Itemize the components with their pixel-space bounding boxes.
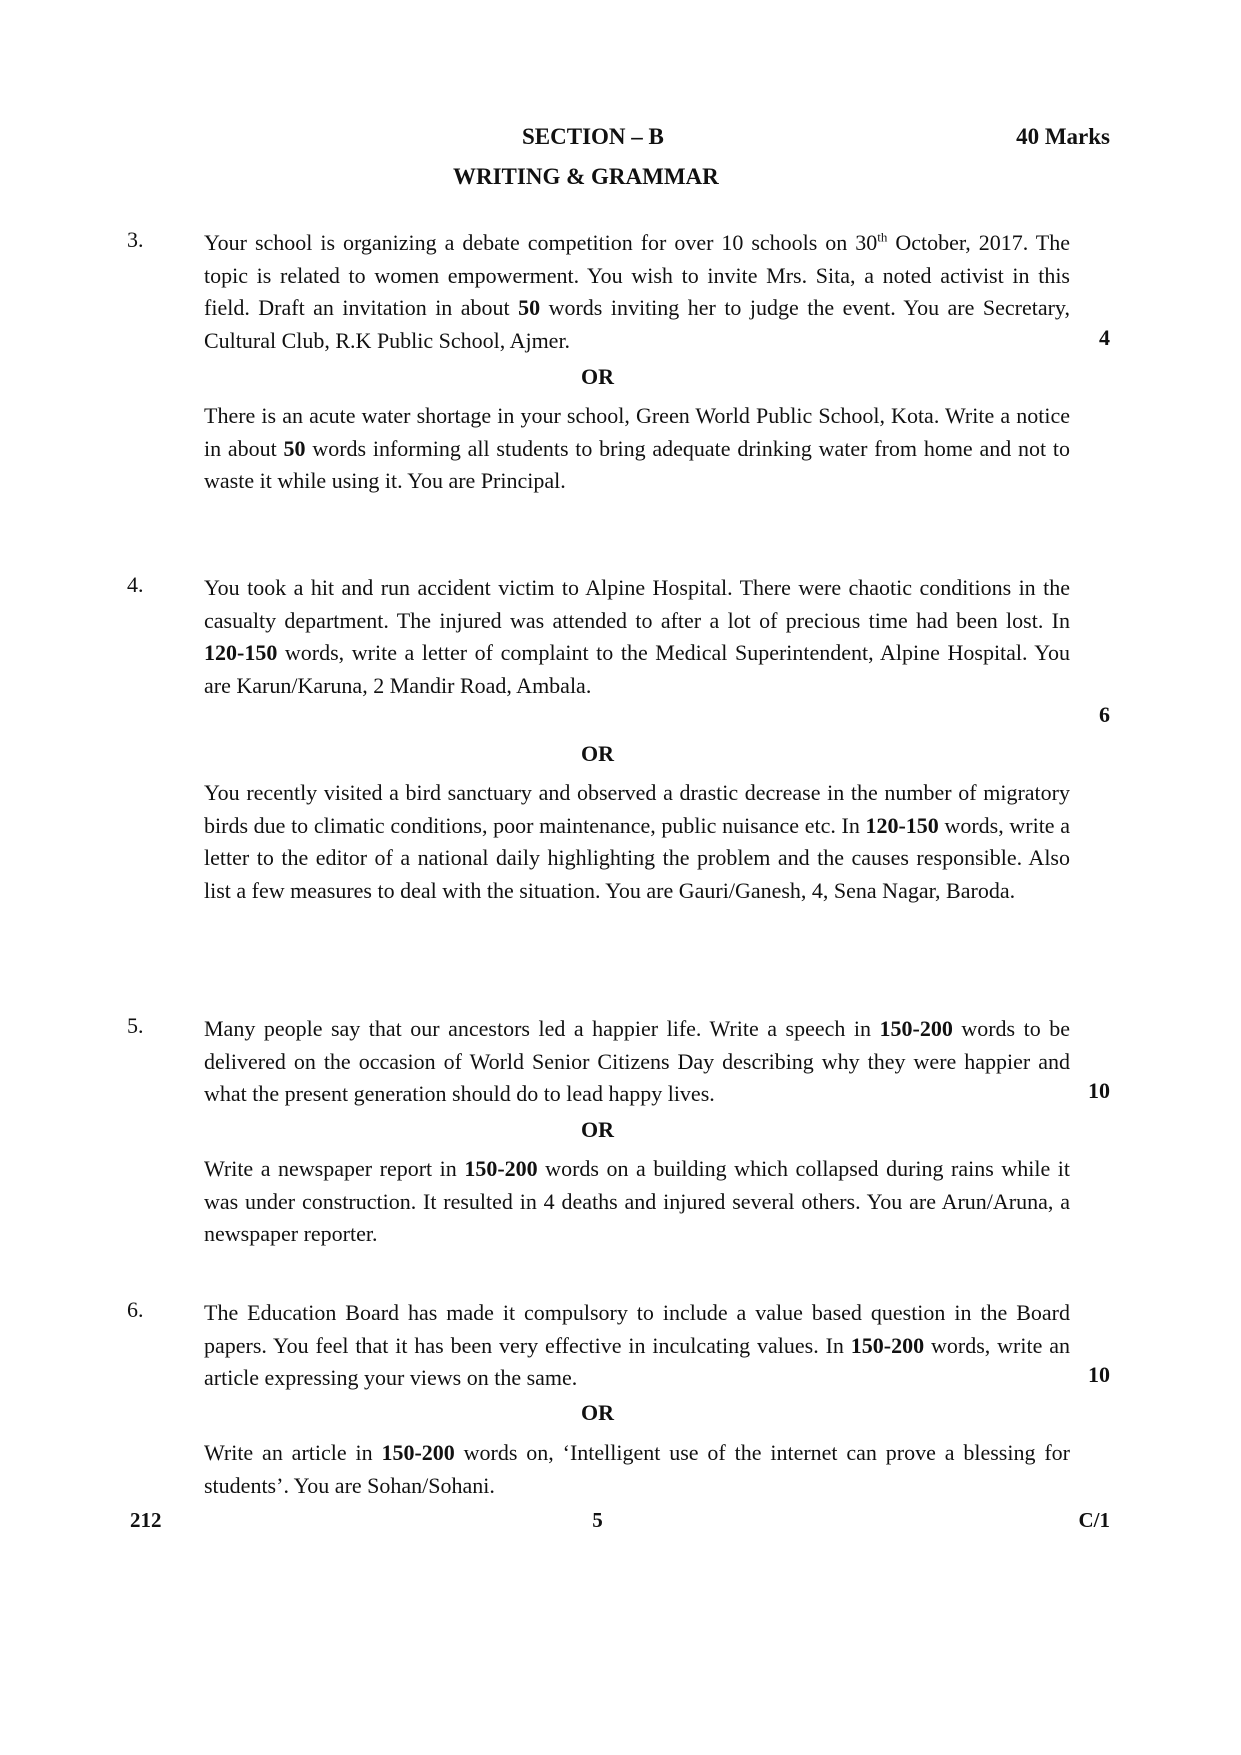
section-subtitle: WRITING & GRAMMAR: [453, 164, 719, 189]
section-title: SECTION – B: [522, 124, 664, 149]
paper-code: 212: [130, 1508, 162, 1532]
section-marks: 40 Marks: [1016, 124, 1110, 149]
question-5-option-a: Many people say that our ancestors led a happier life. Write a speech in 150-200 words to be delivered on the occasion of World Senior Citizens Day describing why they were happier and what the present generation should do to lead happy lives.: [204, 1016, 1070, 1106]
or-divider: OR: [581, 741, 614, 766]
question-3-option-b: There is an acute water shortage in your school, Green World Public School, Kota. Write a notice in about 50 words informing all students to bring adequate drinking water from home and not to waste it while using it. You are Principal.: [204, 403, 1070, 493]
set-code: C/1: [1078, 1508, 1110, 1532]
question-number: 4.: [127, 572, 144, 597]
question-number: 6.: [127, 1297, 144, 1322]
question-marks: 4: [1099, 325, 1110, 350]
or-divider: OR: [581, 364, 614, 389]
question-3-option-a: Your school is organizing a debate competition for over 10 schools on 30th October, 2017. The topic is related to women empowerment. You wish to invite Mrs. Sita, a noted activist in this field. Draft an invitation in about 50 words inviting her to judge the event. You are Secretary, Cultural Club, R.K Public School, Ajmer.: [204, 229, 1071, 353]
question-number: 3.: [127, 227, 144, 252]
question-6-option-b: Write an article in 150-200 words on, ‘Intelligent use of the internet can prove a blessing for students’. You are Sohan/Sohani.: [204, 1440, 1070, 1498]
or-divider: OR: [581, 1400, 614, 1425]
question-4-option-a: You took a hit and run accident victim to Alpine Hospital. There were chaotic conditions in the casualty department. The injured was attended to after a lot of precious time had been lost. In 120-150 words, write a letter of complaint to the Medical Superintendent, Alpine Hospital. You are Karun/Karuna, 2 Mandir Road, Ambala.: [204, 575, 1070, 698]
question-number: 5.: [127, 1013, 144, 1038]
or-divider: OR: [581, 1117, 614, 1142]
question-6-option-a: The Education Board has made it compulsory to include a value based question in the Board papers. You feel that it has been very effective in inculcating values. In 150-200 words, write an article expressing your views on the same.: [204, 1300, 1070, 1390]
question-5-option-b: Write a newspaper report in 150-200 words on a building which collapsed during rains while it was under construction. It resulted in 4 deaths and injured several others. You are Arun/Aruna, a newspaper reporter.: [204, 1156, 1070, 1246]
question-marks: 6: [1099, 702, 1110, 727]
question-marks: 10: [1088, 1078, 1110, 1103]
question-marks: 10: [1088, 1362, 1110, 1387]
page-number: 5: [592, 1508, 603, 1532]
question-4-option-b: You recently visited a bird sanctuary and observed a drastic decrease in the number of migratory birds due to climatic conditions, poor maintenance, public nuisance etc. In 120-150 words, write a letter to the editor of a national daily highlighting the problem and the causes responsible. Also list a few measures to deal with the situation. You are Gauri/Ganesh, 4, Sena Nagar, Baroda.: [204, 780, 1070, 903]
